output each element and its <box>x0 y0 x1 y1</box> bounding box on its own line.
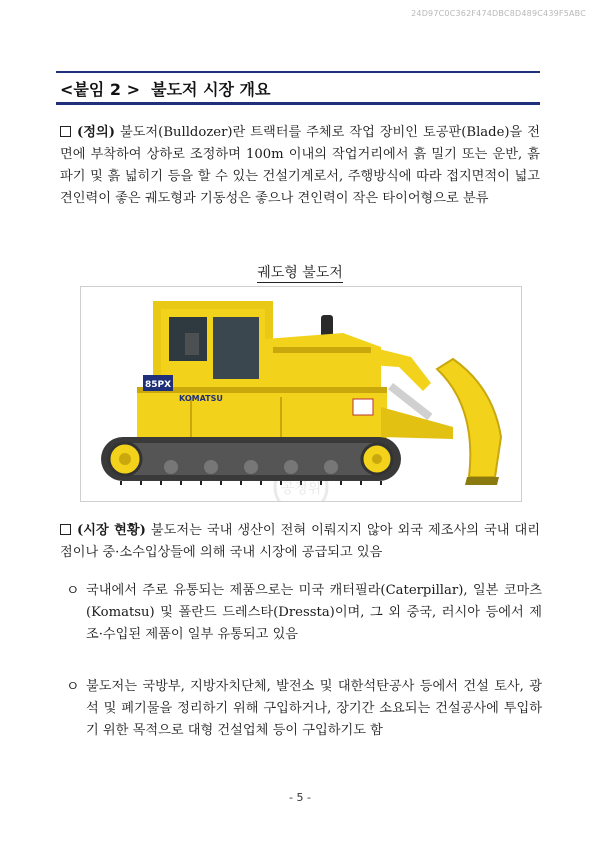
document-id: 24D97C0C362F474DBC8D489C439F5ABC <box>411 9 586 18</box>
title-rule-top <box>56 71 540 73</box>
model-badge-text: 85PX <box>144 380 172 390</box>
cab-window-door <box>213 317 259 379</box>
definition-paragraph <box>60 122 540 210</box>
page-number: - 5 - <box>289 791 311 804</box>
definition-lead: (정의) <box>77 125 115 140</box>
bullet-text-buyers: 불도저는 국방부, 지방자치단체, 발전소 및 대한석탄공사 등에서 건설 토사, 광석 및 폐기물을 정리하기 위해 구입하거나, 장기간 소요되는 건설공사에 투입하기 위한 목적으로 대형 건설업체 등이 구입하기도 함 <box>86 679 542 738</box>
dozer-blade <box>437 359 501 477</box>
figure-caption <box>0 262 600 282</box>
section-title: <붙임 2 > 불도저 시장 개요 <box>60 80 271 99</box>
warning-sticker <box>353 399 373 415</box>
definition-text: 불도저(Bulldozer)란 트랙터를 주체로 작업 장비인 토공판(Blade)을 전면에 부착하여 상하로 조정하며 100m 이내의 작업거리에서 흙 밀기 또는 운반, 흙 파기 및 흙 넓히기 등을 할 수 있는 건설기계로서, 주행방식에 따라 접지면적이 넓고 견인력이 좋은 궤도형과 기동성은 좋으나 견인력이 작은 타이어형으로 분류 <box>60 125 540 206</box>
market-paragraph <box>60 520 540 564</box>
watermark-text: 공정위 <box>280 481 322 497</box>
checkbox-icon <box>60 126 71 137</box>
engine-hood <box>265 333 381 395</box>
market-lead: (시장 현황) <box>77 523 146 538</box>
checkbox-icon <box>60 524 71 535</box>
bullet-text-distribution: 국내에서 주로 유통되는 제품으로는 미국 캐터필라(Caterpillar), 일본 코마츠(Komatsu) 및 폴란드 드레스타(Dressta)이며, 그 외 중국, 러시아 등에서 제조·수입된 제품이 일부 유통되고 있음 <box>86 583 542 642</box>
bulldozer-photo <box>80 286 522 502</box>
market-text: 불도저는 국내 생산이 전혀 이뤄지지 않아 외국 제조사의 국내 대리점이나 중·소수입상들에 의해 국내 시장에 공급되고 있음 <box>60 523 540 560</box>
bullet-marker: ㅇ <box>66 583 80 599</box>
brand-logo: KOMATSU <box>179 394 223 403</box>
bulldozer-illustration <box>81 287 521 501</box>
machine-body <box>137 387 387 439</box>
figure-caption-text: 궤도형 불도저 <box>257 265 343 281</box>
title-rule-bottom <box>56 102 540 105</box>
bullet-marker: ㅇ <box>66 679 80 695</box>
